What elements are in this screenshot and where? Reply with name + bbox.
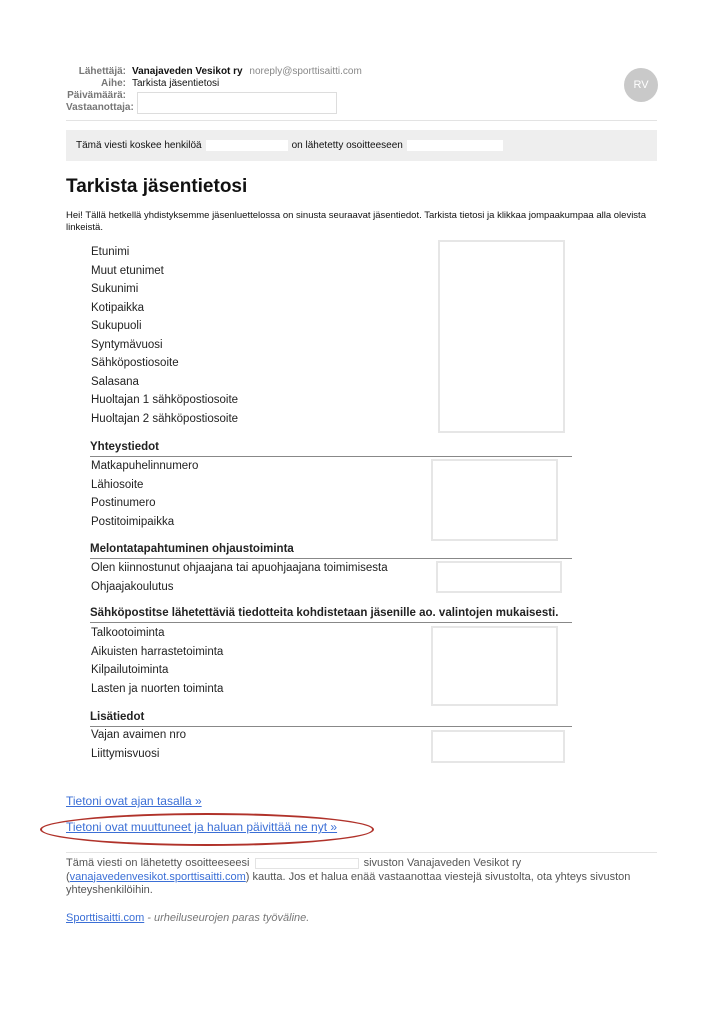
notice-bar xyxy=(66,130,657,161)
field-label: Muut etunimet xyxy=(91,264,164,277)
field-label: Aikuisten harrastetoiminta xyxy=(91,645,224,658)
field-label: Kotipaikka xyxy=(91,301,145,314)
notice-text-2: on lähetetty osoitteeseen xyxy=(291,140,403,151)
subject-value: Tarkista jäsentietosi xyxy=(132,78,220,89)
field-label: Syntymävuosi xyxy=(91,338,163,351)
section-heading-email-topics: Sähköpostitse lähetettäviä tiedotteita kohdistetaan jäsenille ao. valintojen mukaisesti. xyxy=(90,606,572,623)
divider xyxy=(66,120,657,121)
avatar: RV xyxy=(624,68,658,102)
sender-name: Vanajaveden Vesikot ry xyxy=(132,66,243,77)
contact-fields-list xyxy=(91,457,198,531)
field-label: Sukupuoli xyxy=(91,320,142,332)
field-label: Vajan avaimen nro xyxy=(91,729,187,741)
info-up-to-date-link[interactable]: Tietoni ovat ajan tasalla » xyxy=(66,794,202,808)
field-label: Etunimi xyxy=(91,246,130,258)
footer-text-1: Tämä viesti on lähetetty osoitteeseesi xyxy=(66,857,250,869)
to-label: Vastaanottaja: xyxy=(66,102,134,113)
recipient-redacted-box xyxy=(137,92,337,114)
field-label: Lähiosoite xyxy=(91,478,144,491)
footer-text xyxy=(66,857,646,898)
section-heading-guiding: Melontatapahtuminen ohjaustoiminta xyxy=(90,542,572,559)
notice-text-1: Tämä viesti koskee henkilöä xyxy=(76,140,202,151)
footer-tagline xyxy=(66,912,309,924)
additional-fields-list xyxy=(91,726,186,763)
field-label: Postinumero xyxy=(91,497,156,509)
field-label: Sähköpostiosoite xyxy=(91,357,179,369)
field-label: Sukunimi xyxy=(91,283,139,295)
email-topics-fields-list xyxy=(91,624,223,698)
redacted-values-box xyxy=(438,240,565,433)
redacted-address-box xyxy=(407,140,503,151)
redacted-person-box xyxy=(206,140,288,151)
section-heading-contact: Yhteystiedot xyxy=(90,440,572,457)
divider xyxy=(66,852,657,853)
field-label: Kilpailutoiminta xyxy=(91,664,169,676)
redacted-values-box xyxy=(431,459,558,541)
field-label: Salasana xyxy=(91,375,139,388)
highlight-oval xyxy=(40,813,374,846)
guiding-fields-list xyxy=(91,559,388,596)
field-label: Ohjaajakoulutus xyxy=(91,580,174,593)
from-label: Lähettäjä: xyxy=(78,66,126,77)
redacted-email-box xyxy=(255,858,359,869)
field-label: Matkapuhelinnumero xyxy=(91,460,199,472)
footer-text-2: sivuston Vanajaveden Vesikot ry xyxy=(363,857,522,869)
field-label: Talkootoiminta xyxy=(91,627,165,639)
brand-link[interactable]: Sporttisaitti.com xyxy=(66,912,145,924)
redacted-values-box xyxy=(436,561,562,593)
field-label: Postitoimipaikka xyxy=(91,515,175,528)
email-header xyxy=(66,66,656,114)
basic-fields-list xyxy=(91,243,238,428)
section-heading-additional: Lisätiedot xyxy=(90,710,572,727)
redacted-values-box xyxy=(431,730,565,763)
field-label: Lasten ja nuorten toiminta xyxy=(91,682,224,695)
field-label: Huoltajan 2 sähköpostiosoite xyxy=(91,412,239,425)
footer-paren: ( xyxy=(66,870,70,883)
subject-label: Aihe: xyxy=(101,78,126,89)
site-link[interactable]: vanajavedenvesikot.sporttisaitti.com xyxy=(69,870,246,883)
field-label: Olen kiinnostunut ohjaajana tai apuohjaajana toimimisesta xyxy=(91,562,388,574)
info-changed-update-link[interactable]: Tietoni ovat muuttuneet ja haluan päivittää ne nyt » xyxy=(66,820,338,834)
redacted-values-box xyxy=(431,626,558,706)
sender-email: noreply@sporttisaitti.com xyxy=(249,66,362,77)
page-title: Tarkista jäsentietosi xyxy=(66,176,248,197)
date-label: Päivämäärä: xyxy=(67,90,126,101)
footer-text-3: ) kautta. Jos et halua enää vastaanottaa viestejä sivustolta, ota yhteys sivuston yhteyshenkilöihin. xyxy=(66,870,631,896)
intro-text: Hei! Tällä hetkellä yhdistyksemme jäsenluettelossa on sinusta seuraavat jäsentiedot. Tarkista tietosi ja klikkaa jompaakumpaa alla olevista linkeistä. xyxy=(66,210,646,233)
field-label: Liittymisvuosi xyxy=(91,747,160,760)
field-label: Huoltajan 1 sähköpostiosoite xyxy=(91,394,239,406)
tagline-text: - urheiluseurojen paras työväline. xyxy=(144,912,310,924)
